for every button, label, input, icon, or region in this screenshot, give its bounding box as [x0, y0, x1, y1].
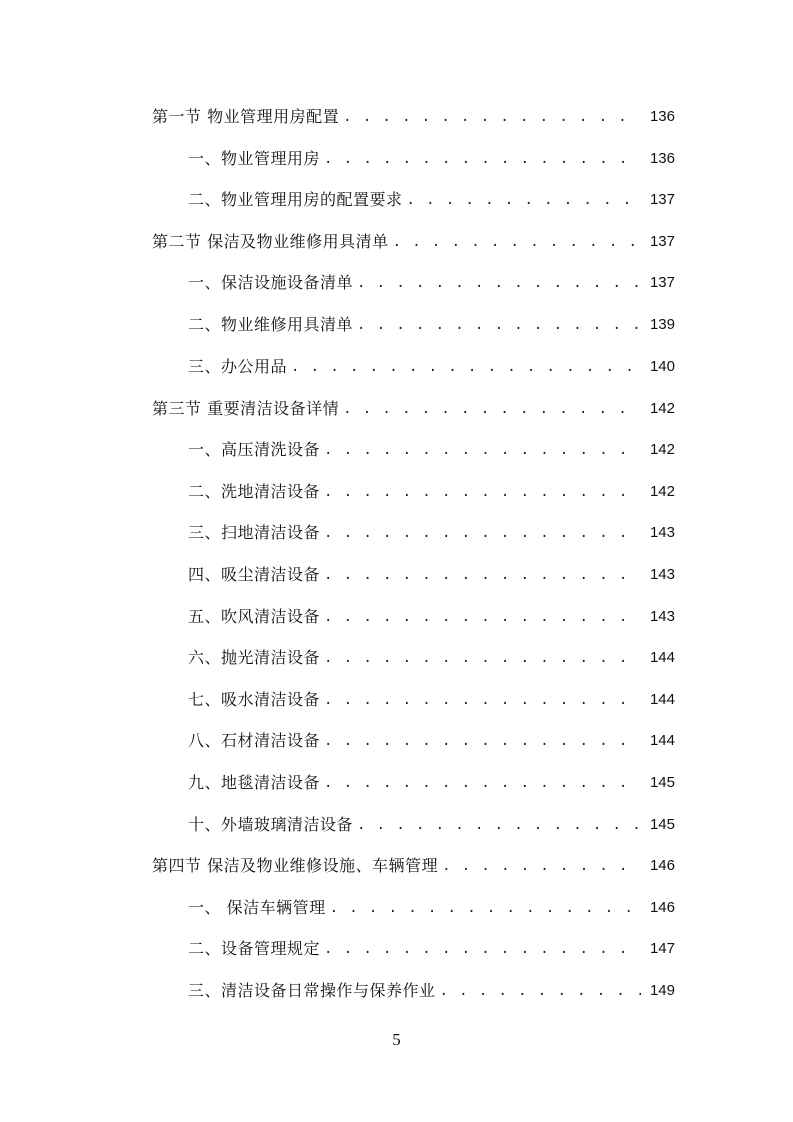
toc-entry[interactable]	[188, 436, 675, 464]
toc-dot-leader	[330, 894, 641, 922]
toc-dot-leader	[407, 186, 641, 214]
toc-dot-leader	[324, 145, 641, 173]
toc-entry-page: 143	[649, 566, 675, 583]
toc-entry-label: 五、吹风清洁设备	[188, 607, 321, 626]
toc-dot-leader	[291, 353, 641, 381]
toc-entry-page: 147	[649, 940, 675, 957]
toc-entry[interactable]	[188, 311, 675, 339]
toc-entry[interactable]	[188, 644, 675, 672]
toc-dot-leader	[324, 769, 641, 797]
toc-entry-page: 136	[649, 150, 675, 167]
toc-dot-leader	[324, 935, 641, 963]
toc-entry-label: 一、 保洁车辆管理	[188, 898, 326, 917]
toc-entry-page: 143	[649, 524, 675, 541]
toc-dot-leader	[357, 269, 641, 297]
toc-entry-label: 第一节 物业管理用房配置	[152, 107, 340, 126]
toc-dot-leader	[324, 603, 641, 631]
toc-entry-page: 142	[649, 483, 675, 500]
toc-entry-page: 136	[649, 108, 675, 125]
toc-entry-page: 146	[649, 899, 675, 916]
toc-entry-label: 三、办公用品	[188, 357, 288, 376]
toc-entry-page: 143	[649, 608, 675, 625]
toc-entry[interactable]	[188, 894, 675, 922]
toc-dot-leader	[324, 561, 641, 589]
toc-dot-leader	[343, 395, 641, 423]
toc-entry[interactable]	[188, 686, 675, 714]
toc-entry[interactable]	[188, 603, 675, 631]
toc-dot-leader	[357, 811, 641, 839]
page-number: 5	[392, 1030, 401, 1049]
toc-dot-leader	[440, 977, 641, 1005]
toc-entry-label: 一、物业管理用房	[188, 149, 321, 168]
toc-entry-page: 149	[649, 982, 675, 999]
toc-entry-label: 二、设备管理规定	[188, 939, 321, 958]
toc-dot-leader	[393, 228, 641, 256]
toc-entry[interactable]	[188, 519, 675, 547]
toc-entry-page: 142	[649, 441, 675, 458]
toc-dot-leader	[324, 478, 641, 506]
toc-entry-label: 一、保洁设施设备清单	[188, 273, 354, 292]
toc-entry-label: 第四节 保洁及物业维修设施、车辆管理	[152, 856, 439, 875]
toc-entry-label: 十、外墙玻璃清洁设备	[188, 815, 354, 834]
toc-dot-leader	[343, 103, 641, 131]
toc-entry-page: 146	[649, 857, 675, 874]
toc-entry-label: 三、清洁设备日常操作与保养作业	[188, 981, 436, 1000]
toc-dot-leader	[442, 852, 641, 880]
toc-entry-page: 145	[649, 774, 675, 791]
toc-entry[interactable]	[188, 269, 675, 297]
toc-entry-page: 145	[649, 816, 675, 833]
toc-entry-label: 四、吸尘清洁设备	[188, 565, 321, 584]
toc-entry-label: 二、洗地清洁设备	[188, 482, 321, 501]
toc-entry[interactable]	[152, 395, 675, 423]
toc-entry-label: 第三节 重要清洁设备详情	[152, 399, 340, 418]
toc-dot-leader	[324, 686, 641, 714]
toc-entry-label: 九、地毯清洁设备	[188, 773, 321, 792]
toc-entry[interactable]	[152, 852, 675, 880]
toc-entry-page: 144	[649, 649, 675, 666]
toc-dot-leader	[324, 519, 641, 547]
toc-entry-label: 七、吸水清洁设备	[188, 690, 321, 709]
toc-entry[interactable]	[152, 103, 675, 131]
toc-dot-leader	[357, 311, 641, 339]
toc-entry-label: 一、高压清洗设备	[188, 440, 321, 459]
toc-dot-leader	[324, 644, 641, 672]
toc-entry-label: 第二节 保洁及物业维修用具清单	[152, 232, 389, 251]
toc-entry-page: 144	[649, 732, 675, 749]
toc-entry-label: 三、扫地清洁设备	[188, 523, 321, 542]
toc-entry[interactable]	[188, 186, 675, 214]
toc-entry-page: 137	[649, 233, 675, 250]
toc-entry[interactable]	[188, 353, 675, 381]
toc-entry-label: 八、石材清洁设备	[188, 731, 321, 750]
toc-entry-page: 140	[649, 358, 675, 375]
toc-entry-page: 139	[649, 316, 675, 333]
toc-entry[interactable]	[188, 769, 675, 797]
toc-entry[interactable]	[188, 145, 675, 173]
toc-entry-page: 144	[649, 691, 675, 708]
toc-entry-page: 137	[649, 191, 675, 208]
toc-entry[interactable]	[188, 935, 675, 963]
toc-entry-label: 二、物业管理用房的配置要求	[188, 190, 403, 209]
toc-entry[interactable]	[188, 561, 675, 589]
toc-entry[interactable]	[188, 811, 675, 839]
toc-entry-label: 二、物业维修用具清单	[188, 315, 354, 334]
toc-entry[interactable]	[188, 478, 675, 506]
toc-entry[interactable]	[188, 727, 675, 755]
toc-dot-leader	[324, 436, 641, 464]
toc-entry-page: 142	[649, 400, 675, 417]
toc-dot-leader	[324, 727, 641, 755]
toc-entry[interactable]	[152, 228, 675, 256]
toc-entry[interactable]	[188, 977, 675, 1005]
toc-entry-page: 137	[649, 274, 675, 291]
toc-entry-label: 六、抛光清洁设备	[188, 648, 321, 667]
